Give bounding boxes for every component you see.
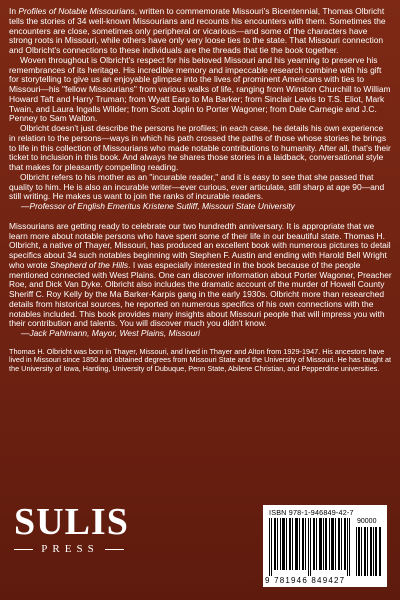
blurb-1-paragraph-3: Olbricht doesn't just describe the persons he profiles; in each case, he details his own experience in relation to the persons—ways in which his path crossed the paths of those whose stories he brings to life in this collection of Missourians who made notable contributions to humanity. After all, that's their ticket to inclusion in this book. And always he shares those stories in a laidback, conversational style that makes for pleasantly compelling reading. [9,123,391,172]
imprint-rule-left [14,549,33,550]
blurb-2 [9,222,392,339]
blurb-2-p1-body: . I was especially interested in the book because of the people mentioned connected with West Plains. One can discover information about Porter Wagoner, Preacher Roe, and Dick Van Dyke. Olbricht also includes the dramatic account of the murder of Howell County Sheriff C. Roy Kelly by the Ma Barker-Karpis gang in the early 1930s. Olbricht more than researched details from historical sources, he reported on numerous specifics of his own connections with the notables included. This book provides many insights about Missouri people that will impress you with their contribution and talents. You will discover much you didn't know. [9,259,392,329]
book-title-mention-2: Shepherd of the Hills [49,259,129,270]
book-title-mention: Profiles of Notable Missourians [18,6,135,16]
blurb-1-attribution: —Professor of English Emeritus Kristene Sutliff, Missouri State University [21,201,295,211]
author-bio [9,348,392,374]
barcode-bars [269,518,351,576]
blurb-2-p1-lead: Missourians are getting ready to celebrate our two hundredth anniversary. It is appropriate that we learn more about notable persons who have spent some of their life in our beautiful state. Thomas H. Olbricht, a native of Thayer, Missouri, has produced an excellent book with numerous pictures to detail specifics about 34 such notables beginning with Stephen F. Austin and ending with Harold Bell Wright who wrote [9,220,391,270]
blurb-1-p1-body: , written to commemorate Missouri's Bicentennial, Thomas Olbricht tells the stories of 34 well-known Missourians and recounts his encounters with them. Sometimes the encounters are close, sometimes only peripheral or vicarious—and some of the characters have strong roots in Missouri, while others have only very loose ties to the state. That Missouri connection and Olbricht's connections to these individuals are the threads that tie the book together. [9,6,386,55]
imprint-rule-right [105,549,124,550]
blurb-1 [9,7,392,212]
blurb-1-paragraph-2: Woven throughout is Olbricht's respect for his beloved Missouri and his yearning to preserve his remembrances of its heritage. His incredible memory and impeccable research combine with his gift for storytelling to give us an enjoyable glimpse into the lives of prominent Americans with ties to Missouri—his "fellow Missourians" from various walks of life, ranging from Winston Churchill to William Howard Taft and Harry Truman; from Wyatt Earp to Ma Barker; from Sinclair Lewis to T.S. Eliot, Mark Twain, and Laura Ingalls Wilder; from Scott Joplin to Porter Wagoner; from Dale Carnegie and J.C. Penney to Sam Walton. [9,54,391,124]
barcode-digits: 9 781946 849427 [265,576,346,585]
blurb-2-attribution: —Jack Pahlmann, Mayor, West Plains, Missouri [21,328,200,338]
publisher-logo [14,501,129,563]
price-code: 90000 [357,518,377,525]
blurb-1-paragraph-4: Olbricht refers to his mother as an "incurable reader," and it is easy to see that she passed that quality to him. He is also an incurable writer—ever curious, ever articulate, still sharp at age 90—and still writing. He makes us want to join the ranks of incurable readers. [9,171,385,202]
isbn-barcode [263,505,387,587]
publisher-imprint-row [14,543,124,555]
blurb-2-paragraph-1 [9,222,392,329]
back-cover-text [9,7,392,374]
price-addon-bars [356,527,382,576]
publisher-name: SULIS [14,501,129,543]
publisher-imprint: PRESS [41,543,99,555]
author-bio-text: Thomas H. Olbricht was born in Thayer, Missouri, and lived in Thayer and Alton from 1929-1947. His ancestors have lived in Missouri since 1850 and obtained degrees from Missouri State and the University of Missouri. He has taught at the University of Iowa, Harding, University of Dubuque, Penn State, Abilene Christian, and Pepperdine universities. [9,346,392,373]
isbn-label: ISBN 978-1-946849-42-7 [269,508,354,517]
blurb-1-p1-lead: In [9,6,19,16]
blurb-1-paragraph-1 [9,7,392,56]
